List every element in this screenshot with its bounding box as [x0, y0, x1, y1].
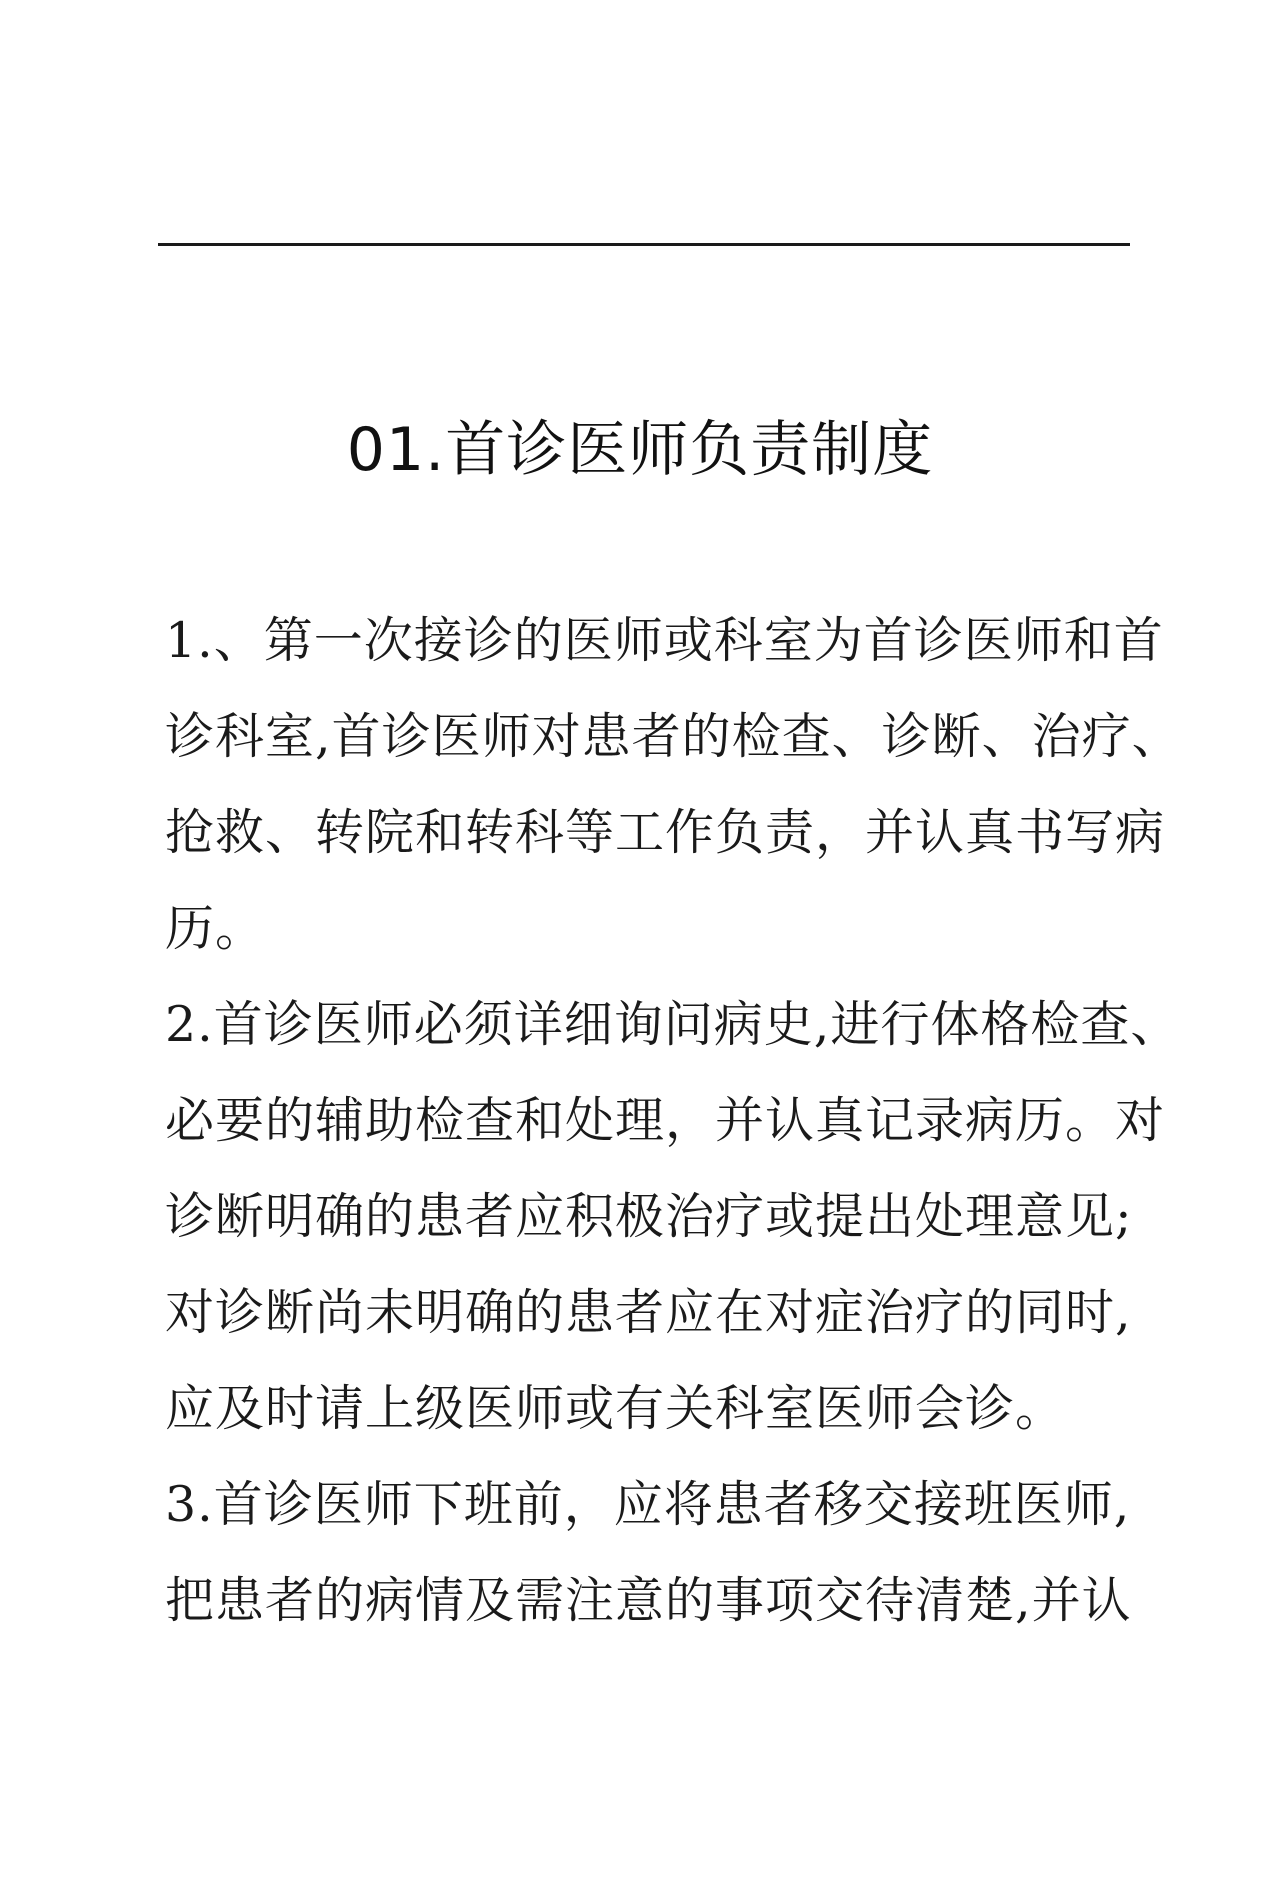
body-line: 3.首诊医师下班前，应将患者移交接班医师,	[165, 1476, 1131, 1533]
header-rule	[158, 243, 1130, 246]
body-line: 应及时请上级医师或有关科室医师会诊。	[165, 1380, 1066, 1437]
document-title: 01.首诊医师负责制度	[346, 415, 934, 485]
body-line: 把患者的病情及需注意的事项交待清楚,并认	[165, 1572, 1132, 1629]
body-line: 诊断明确的患者应积极治疗或提出处理意见;	[165, 1188, 1133, 1245]
body-line: 历。	[165, 900, 266, 957]
body-line: 对诊断尚未明确的患者应在对症治疗的同时,	[165, 1284, 1132, 1341]
body-line: 抢救、转院和转科等工作负责，并认真书写病	[165, 804, 1166, 861]
body-line: 1.、第一次接诊的医师或科室为首诊医师和首	[165, 612, 1164, 669]
body-line: 必要的辅助检查和处理，并认真记录病历。对	[165, 1092, 1166, 1149]
body-line: 2.首诊医师必须详细询问病史,进行体格检查、	[165, 996, 1181, 1053]
document-body	[165, 593, 1275, 1649]
body-line: 诊科室,首诊医师对患者的检查、诊断、治疗、	[165, 708, 1182, 765]
